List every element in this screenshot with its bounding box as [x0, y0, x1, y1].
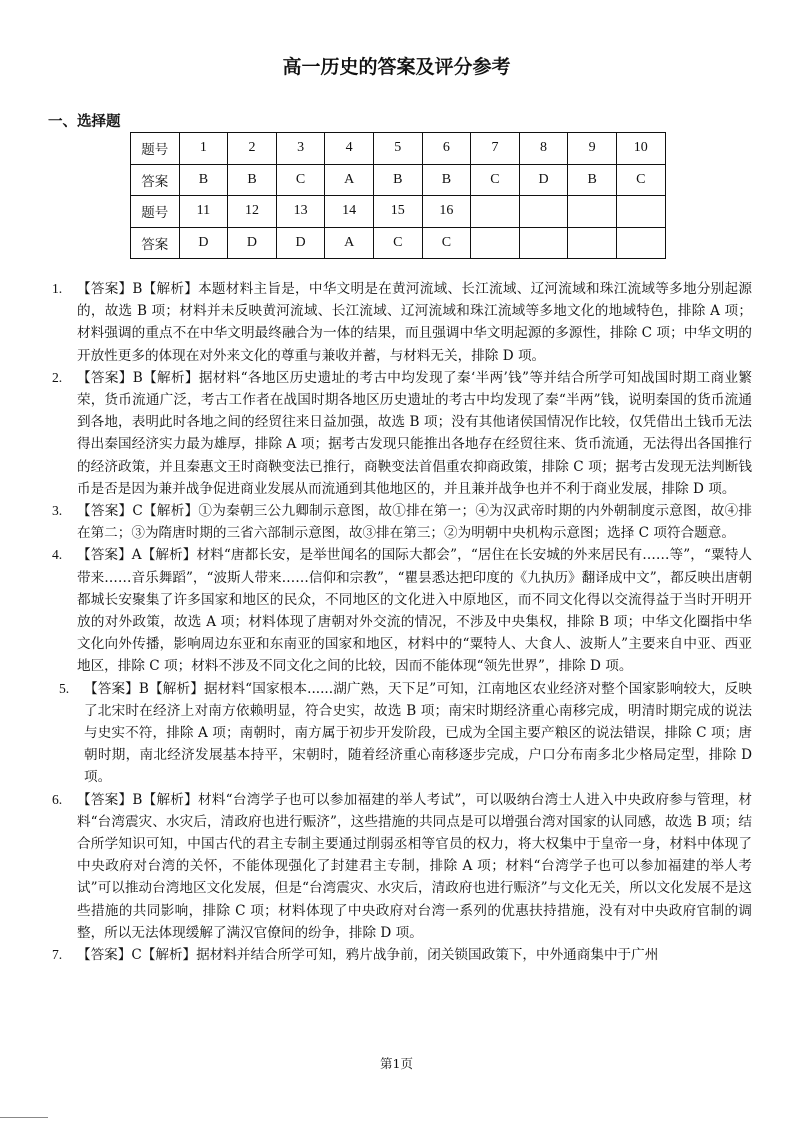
- table-cell: [568, 227, 617, 259]
- table-cell: 2: [228, 133, 277, 165]
- answer-table: [130, 132, 666, 259]
- item-text: 【答案】A【解析】材料“唐都长安，是举世闻名的国际大都会”，“居住在长安城的外来居民有……等”，“粟特人带来……音乐舞蹈”，“波斯人带来……信仰和宗教”，“瞿昙悉达把印度的《九执历》翻译成中文”，都反映出唐朝都城长安聚集了许多国家和地区的民众，不同地区的文化进入中原地区，而不同文化得以交流得益于当时开明开放的对外政策，故选 A 项；材料体现了唐朝对外交流的情况，不涉及中央集权，排除 B 项；中华文化圈指中华文化向外传播，影响周边东亚和东南亚的国家和地区，材料中的“粟特人、大食人、波斯人”主要来自中亚、西亚地区，排除 C 项；材料不涉及不同文化之间的比较，因而不能体现“领先世界”，排除 D 项。: [77, 547, 752, 675]
- table-row: [131, 164, 666, 196]
- table-row-label: 题号: [131, 133, 180, 165]
- table-cell: 5: [373, 133, 422, 165]
- table-cell: D: [228, 227, 277, 259]
- table-cell: 8: [519, 133, 568, 165]
- item-number: 4.: [52, 547, 63, 563]
- list-item: [52, 278, 752, 367]
- item-text: 【答案】B【解析】据材料“各地区历史遗址的考古中均发现了秦‘半两’钱”等并结合所学可知战国时期工商业繁荣，货币流通广泛，考古工作者在战国时期各地区历史遗址的考古中均发现了秦“半两”钱，说明秦国的货币流通到各地，表明此时各地之间的经贸往来日益加强，故选 B 项；没有其他诸侯国情况作比较，仅凭借出土钱币无法得出秦国经济实力最为雄厚，排除 A 项；据考古发现只能推出各地存在经贸往来、货币流通，无法得出各国推行的经济政策，并且秦惠文王时商鞅变法已推行，商鞅变法首倡重农抑商政策，排除 C 项；据考古发现无法判断钱币是否是因为兼并战争促进商业发展从而流通到其他地区的，并且兼并战争也并不利于商业发展，排除 D 项。: [77, 369, 752, 497]
- table-cell: D: [519, 164, 568, 196]
- table-cell: A: [325, 164, 374, 196]
- table-cell: [616, 196, 665, 228]
- table-cell: [568, 196, 617, 228]
- table-cell: [519, 227, 568, 259]
- table-cell: C: [471, 164, 520, 196]
- table-cell: 15: [373, 196, 422, 228]
- list-item: [52, 367, 752, 500]
- table-cell: C: [616, 164, 665, 196]
- item-number: 6.: [52, 791, 63, 807]
- table-cell: B: [179, 164, 228, 196]
- table-cell: [471, 227, 520, 259]
- table-cell: [519, 196, 568, 228]
- page-number: 第1页: [380, 1056, 413, 1071]
- table-cell: C: [276, 164, 325, 196]
- item-text: 【答案】B【解析】据材料“国家根本......湖广熟，天下足”可知，江南地区农业经济对整个国家影响较大，反映了北宋时在经济上对南方依赖明显，符合史实，故选 B 项；南宋时期经济重心南移完成，明清时期完成的说法与史实不符，排除 A 项；南朝时，南方属于初步开发阶段，已成为全国主要产粮区的说法错误，排除 C 项；唐朝时期，南北经济发展基本持平，宋朝时，随着经济重心南移逐步完成，户口分布南多北少格局定型，排除 D 项。: [84, 680, 752, 786]
- table-cell: [616, 227, 665, 259]
- table-cell: 13: [276, 196, 325, 228]
- item-number: 5.: [59, 680, 70, 696]
- item-text: 【答案】C【解析】①为秦朝三公九卿制示意图，故①排在第一；④为汉武帝时期的内外朝制度示意图，故④排在第二；③为隋唐时期的三省六部制示意图，故③排在第三；②为明朝中央机构示意图；选择 C 项符合题意。: [77, 503, 752, 542]
- table-row-label: 答案: [131, 164, 180, 196]
- list-item: [52, 678, 752, 789]
- table-cell: 1: [179, 133, 228, 165]
- table-cell: 16: [422, 196, 471, 228]
- table-cell: 10: [616, 133, 665, 165]
- table-row-label: 题号: [131, 196, 180, 228]
- answer-explanations: [52, 278, 752, 966]
- list-item: [52, 500, 752, 544]
- table-cell: 12: [228, 196, 277, 228]
- table-row-label: 答案: [131, 227, 180, 259]
- table-row: [131, 227, 666, 259]
- item-number: 7.: [52, 947, 63, 963]
- item-text: 【答案】C【解析】据材料并结合所学可知，鸦片战争前，闭关锁国政策下，中外通商集中于广州: [77, 947, 659, 964]
- table-cell: C: [373, 227, 422, 259]
- list-item: [52, 544, 752, 677]
- table-cell: D: [276, 227, 325, 259]
- item-text: 【答案】B【解析】本题材料主旨是，中华文明是在黄河流域、长江流域、辽河流域和珠江流域等多地分别起源的，故选 B 项；材料并未反映黄河流域、长江流域、辽河流域和珠江流域等多地文化的地域特色，排除 A 项；材料强调的重点不在中华文明最终融合为一体的结果，而且强调中华文明起源的多源性，排除 C 项；中华文明的开放性更多的体现在对外来文化的尊重与兼收并蓄，与材料无关，排除 D 项。: [77, 281, 752, 364]
- table-cell: C: [422, 227, 471, 259]
- item-number: 3.: [52, 503, 63, 519]
- table-cell: 9: [568, 133, 617, 165]
- list-item: [52, 789, 752, 944]
- table-cell: B: [422, 164, 471, 196]
- table-cell: 11: [179, 196, 228, 228]
- table-cell: B: [373, 164, 422, 196]
- item-number: 2.: [52, 369, 63, 385]
- table-cell: 14: [325, 196, 374, 228]
- table-cell: 7: [471, 133, 520, 165]
- table-cell: A: [325, 227, 374, 259]
- item-text: 【答案】B【解析】材料“台湾学子也可以参加福建的举人考试”，可以吸纳台湾士人进入中央政府参与管理，材料“台湾震灾、水灾后，清政府也进行赈济”，这些措施的共同点是可以增强台湾对国家的认同感，故选 B 项；结合所学知识可知，中国古代的君主专制主要通过削弱丞相等官员的权力，将大权集中于皇帝一身，材料中体现了中央政府对台湾的关怀，不能体现强化了封建君主专制，排除 A 项；材料“台湾学子也可以参加福建的举人考试”可以推动台湾地区文化发展，但是“台湾震灾、水灾后，清政府也进行赈济”与文化无关，所以文化发展不是这些措施的共同影响，排除 C 项；材料体现了中央政府对台湾一系列的优惠扶持措施，没有对中央政府官制的调整，所以无法体现缓解了满汉官僚间的纷争，排除 D 项。: [77, 791, 752, 941]
- table-cell: [471, 196, 520, 228]
- table-row: [131, 196, 666, 228]
- footnote-rule: [0, 1117, 48, 1118]
- table-cell: 6: [422, 133, 471, 165]
- table-row: [131, 133, 666, 165]
- section-title: 一、选择题: [48, 114, 121, 130]
- list-item: [52, 944, 752, 966]
- item-number: 1.: [52, 281, 63, 296]
- page-title: 高一历史的答案及评分参考: [282, 56, 511, 78]
- table-cell: 4: [325, 133, 374, 165]
- table-cell: B: [228, 164, 277, 196]
- table-cell: D: [179, 227, 228, 259]
- table-cell: B: [568, 164, 617, 196]
- table-cell: 3: [276, 133, 325, 165]
